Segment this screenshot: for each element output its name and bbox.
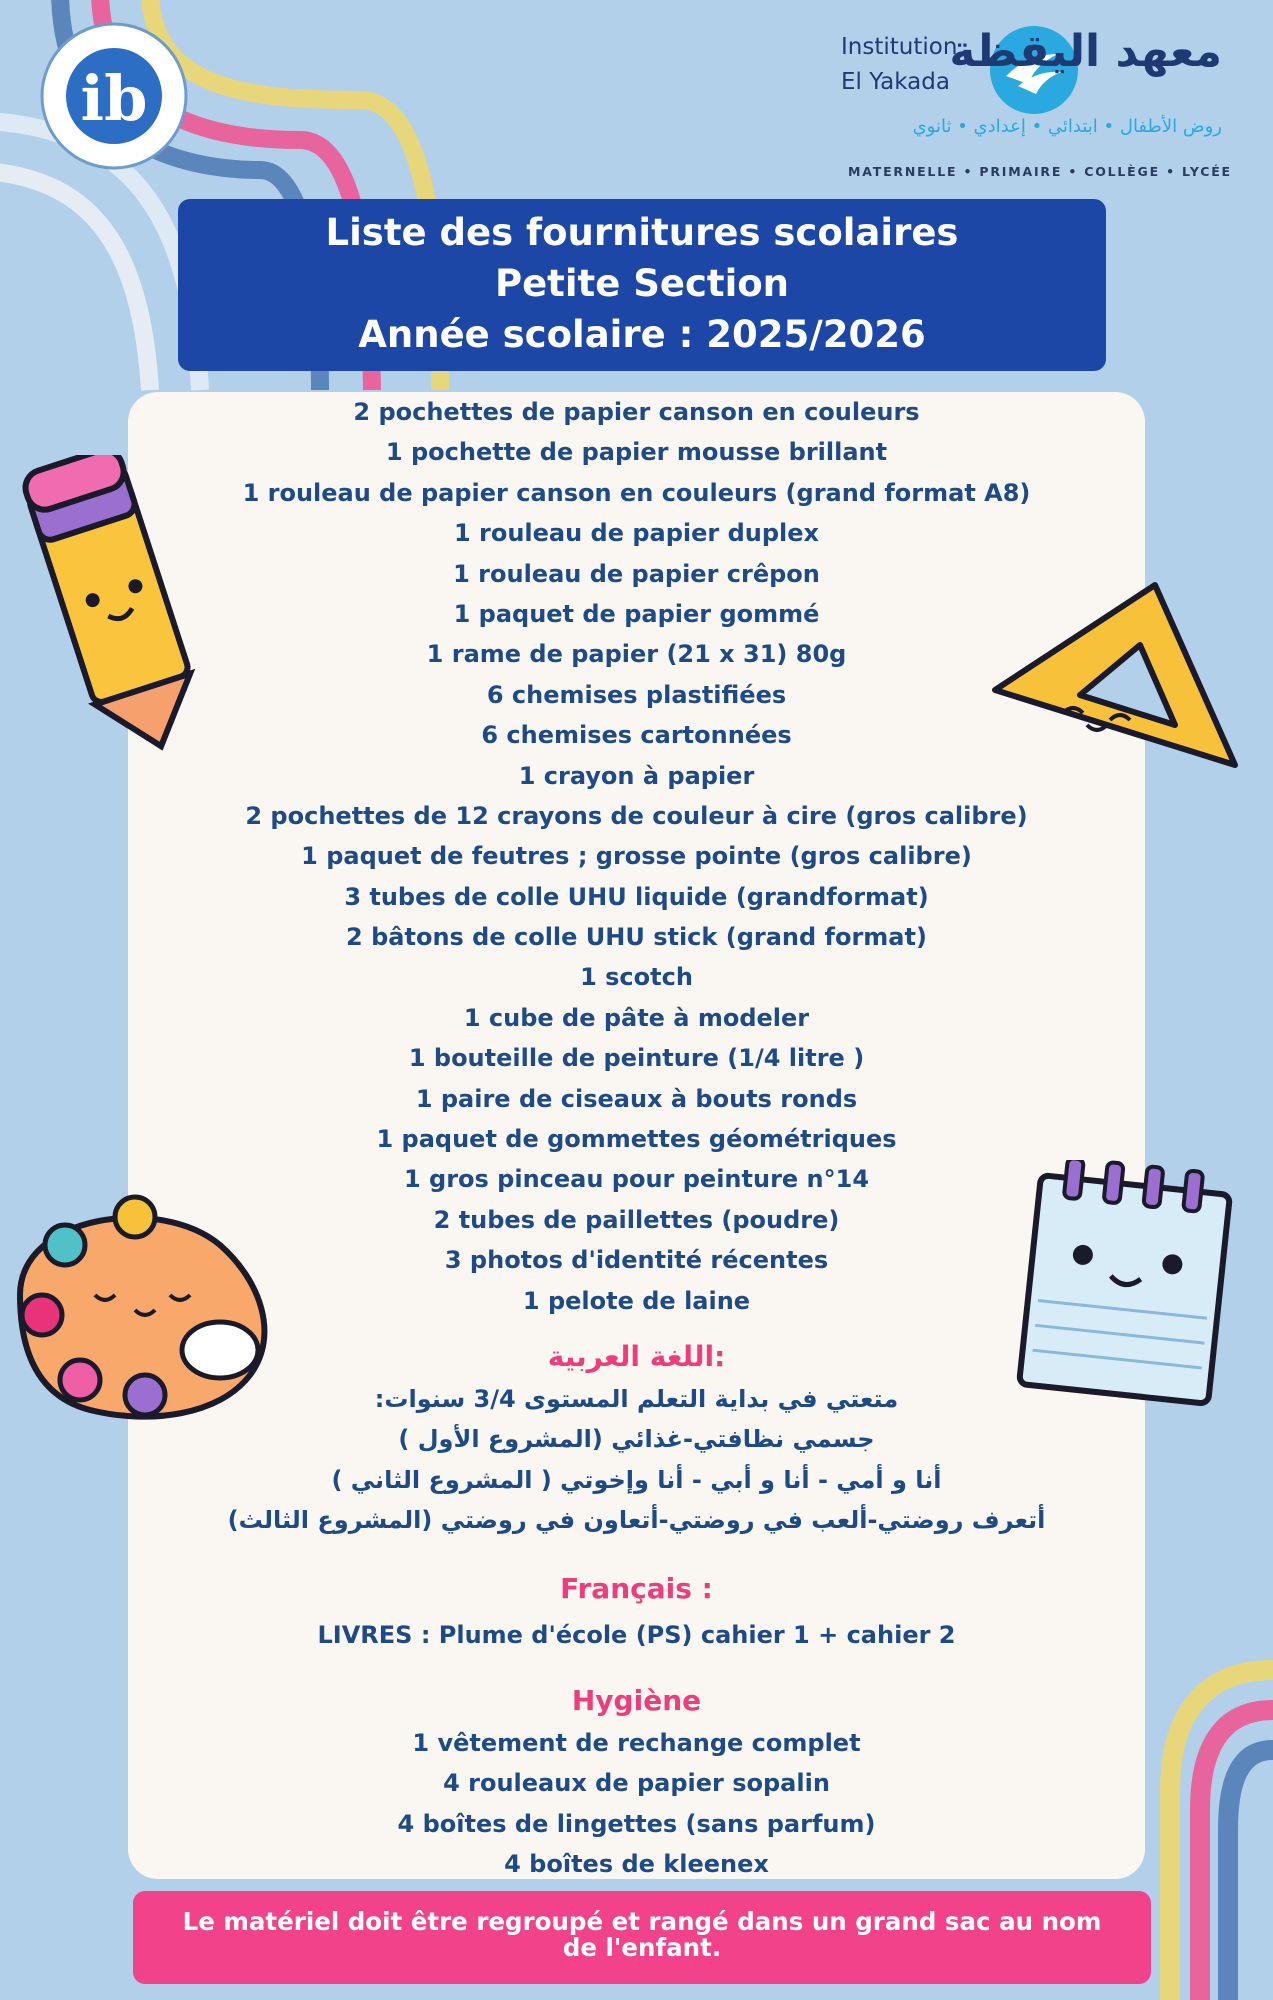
arabic-item: متعتي في بداية التعلم المستوى 3/4 سنوات: <box>374 1384 899 1413</box>
supply-item: 1 rouleau de papier duplex <box>453 519 820 548</box>
supply-item: 2 tubes de paillettes (poudre) <box>433 1205 840 1234</box>
supply-item: 2 pochettes de 12 crayons de couleur à cire (gros calibre) <box>245 801 1028 830</box>
supply-item: 1 rouleau de papier crêpon <box>453 559 820 588</box>
supply-item: 1 crayon à papier <box>518 761 755 790</box>
footer-note-box <box>133 1891 1151 1984</box>
title-line-3: Année scolaire : 2025/2026 <box>358 313 926 356</box>
supply-item: 1 rame de papier (21 x 31) 80g <box>426 640 847 669</box>
title-banner <box>178 199 1106 371</box>
school-levels: MATERNELLE • PRIMAIRE • COLLÈGE • LYCÉE <box>848 164 1232 179</box>
title-line-1: Liste des fournitures scolaires <box>325 211 959 254</box>
francais-books: LIVRES : Plume d'école (PS) cahier 1 + cahier 2 <box>317 1620 956 1649</box>
title-line-2: Petite Section <box>494 262 790 305</box>
supply-item: 1 pochette de papier mousse brillant <box>385 438 888 467</box>
supply-item: 1 cube de pâte à modeler <box>463 1003 810 1032</box>
hygiene-item: 4 boîtes de kleenex <box>504 1850 769 1879</box>
institution-brand <box>838 16 1238 186</box>
institution-arabic-sub: روض الأطفال • ابتدائي • إعدادي • ثانوي <box>912 116 1222 137</box>
supply-item: 1 rouleau de papier canson en couleurs (grand format A8) <box>242 478 1031 507</box>
supply-item: 1 bouteille de peinture (1/4 litre ) <box>408 1044 865 1073</box>
institution-name <box>841 30 957 100</box>
supply-item: 3 photos d'identité récentes <box>444 1246 829 1275</box>
supply-item: 1 paquet de papier gommé <box>453 599 820 628</box>
institution-line2: El Yakada <box>841 69 950 95</box>
institution-arabic: معهد اليقظة <box>949 26 1222 77</box>
ib-logo <box>40 22 188 170</box>
hygiene-item: 1 vêtement de rechange complet <box>412 1728 861 1757</box>
arabic-item: أتعرف روضتي-ألعب في روضتي-أتعاون في روضتي (المشروع الثالث) <box>227 1506 1046 1535</box>
hygiene-item: 4 rouleaux de papier sopalin <box>443 1769 830 1798</box>
svg-text:ib: ib <box>80 62 148 135</box>
hygiene-heading: Hygiène <box>571 1683 702 1717</box>
arabic-heading: اللغة العربية: <box>547 1339 726 1373</box>
supply-item: 3 tubes de colle UHU liquide (grandformat) <box>344 882 929 911</box>
institution-line1: Institution <box>841 34 958 60</box>
supply-item: 2 bâtons de colle UHU stick (grand format) <box>346 923 927 952</box>
supply-item: 1 paquet de gommettes géométriques <box>376 1125 897 1154</box>
supply-item: 1 gros pinceau pour peinture n°14 <box>403 1165 870 1194</box>
supply-item: 1 pelote de laine <box>522 1286 751 1315</box>
hygiene-item: 4 boîtes de lingettes (sans parfum) <box>397 1809 876 1838</box>
ruler-triangle-sticker-icon <box>985 575 1245 775</box>
supply-item: 2 pochettes de papier canson en couleurs <box>353 398 920 426</box>
supplies-list <box>128 392 1145 1321</box>
supply-item: 1 paquet de feutres ; grosse pointe (gros calibre) <box>301 842 972 871</box>
arabic-list <box>128 1379 1145 1541</box>
hygiene-list <box>128 1723 1145 1885</box>
arabic-item: أنا و أمي - أنا و أبي - أنا وإخوتي ( المشروع الثاني ) <box>331 1465 942 1494</box>
supply-item: 6 chemises cartonnées <box>481 721 792 750</box>
notepad-sticker-icon <box>1010 1160 1250 1410</box>
palette-sticker-icon <box>0 1185 280 1425</box>
pencil-sticker-icon <box>10 455 210 760</box>
francais-heading: Français : <box>560 1571 713 1605</box>
supply-item: 1 scotch <box>580 963 693 992</box>
footer-note: Le matériel doit être regroupé et rangé dans un grand sac au nom de l'enfant. <box>182 1907 1102 1962</box>
arabic-item: جسمي نظافتي-غذائي (المشروع الأول ) <box>398 1425 875 1454</box>
supply-item: 6 chemises plastifiées <box>486 680 787 709</box>
supply-item: 1 paire de ciseaux à bouts ronds <box>415 1084 858 1113</box>
